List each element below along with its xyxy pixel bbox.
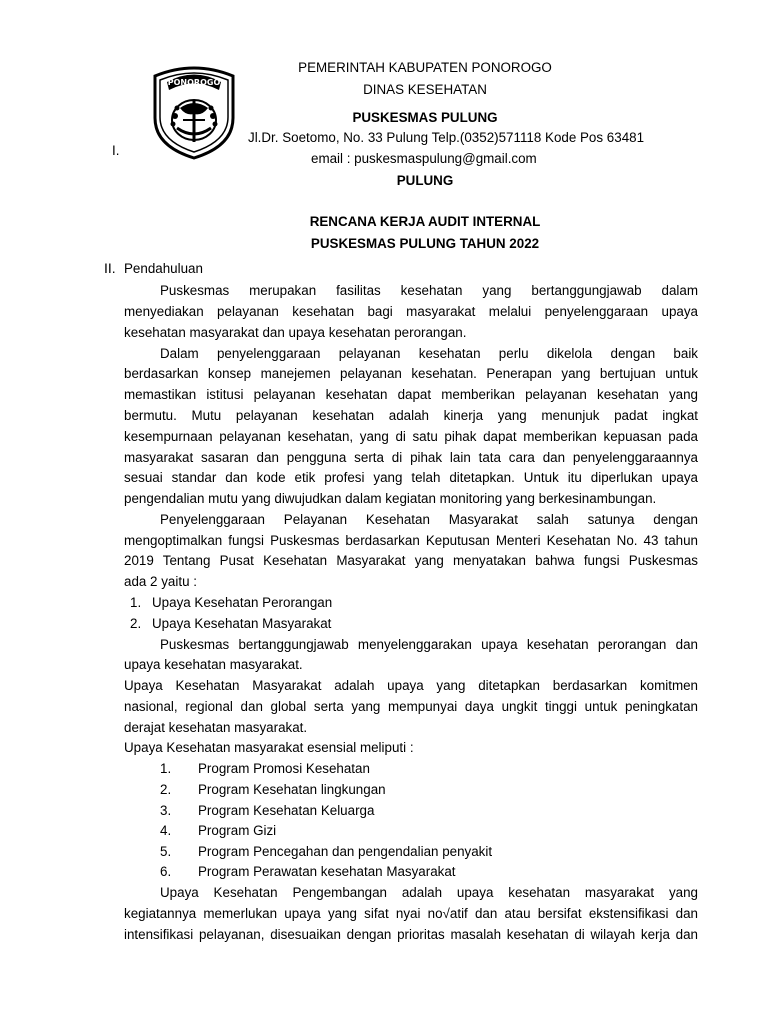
paragraph-7-line: intensifikasi pelayanan, disesuaikan dengan prioritas masalah kesehatan di wilayah kerja dan <box>124 927 698 942</box>
program-number: 5. <box>160 844 172 859</box>
document-title-line2: PUSKESMAS PULUNG TAHUN 2022 <box>310 236 540 251</box>
section-heading: Pendahuluan <box>124 261 203 276</box>
paragraph-3-line: 2019 Tentang Pusat Kesehatan Masyarakat yang menyatakan bahwa fungsi Puskesmas <box>124 553 698 568</box>
institution-email: email : puskesmaspulung@gmail.com <box>311 151 537 166</box>
program-number: 1. <box>160 761 172 776</box>
function-number: 2. <box>130 616 142 631</box>
logo-text: PONOROGO <box>167 78 221 87</box>
institution-name: PUSKESMAS PULUNG <box>352 110 498 125</box>
paragraph-2-line: kesempurnaan pelayanan kesehatan, yang di satu pihak dapat memberikan kepuasan pada <box>124 429 698 444</box>
paragraph-5-line: Upaya Kesehatan Masyarakat adalah upaya yang ditetapkan berdasarkan komitmen <box>124 678 698 693</box>
program-number: 3. <box>160 803 172 818</box>
program-number: 4. <box>160 823 172 838</box>
program-item: Program Promosi Kesehatan <box>198 761 370 776</box>
paragraph-2-line: berdasarkan konsep manejemen pelayanan kesehatan. Penerapan yang bertujuan untuk <box>124 366 698 381</box>
section-number-two: II. <box>104 260 116 276</box>
paragraph-2-line: masyarakat sasaran dan pengguna serta di pihak lain tata cara dan penyelenggaraannya <box>124 450 698 465</box>
department-name: DINAS KESEHATAN <box>363 82 487 97</box>
paragraph-2-line: sesuai standar dan kode etik profesi yang telah ditetapkan. Untuk itu diperlukan upaya <box>124 470 698 485</box>
paragraph-2-line: Dalam penyelenggaraan pelayanan kesehatan perlu dikelola dengan baik <box>160 346 698 361</box>
paragraph-5-line: derajat kesehatan masyarakat. <box>124 720 308 735</box>
function-number: 1. <box>130 595 142 610</box>
paragraph-6: Upaya Kesehatan masyarakat esensial meliputi : <box>124 740 414 755</box>
paragraph-5-line: nasional, regional dan global serta yang mempunyai daya ungkit tinggi untuk peningkatan <box>124 699 698 714</box>
program-number: 6. <box>160 864 172 879</box>
government-name: PEMERINTAH KABUPATEN PONOROGO <box>298 60 552 75</box>
paragraph-7-line: Upaya Kesehatan Pengembangan adalah upaya kesehatan masyarakat yang <box>160 885 698 900</box>
function-item: Upaya Kesehatan Perorangan <box>152 595 333 610</box>
paragraph-7-line: kegiatannya memerlukan upaya yang sifat nyai no√atif dan atau bersifat ekstensifikasi dan <box>124 906 698 921</box>
paragraph-3-line: Penyelenggaraan Pelayanan Kesehatan Masyarakat salah satunya dengan <box>160 512 698 527</box>
paragraph-2-line: pengendalian mutu yang diwujudkan dalam kegiatan monitoring yang berkesinambungan. <box>124 491 657 506</box>
paragraph-3-line: mengoptimalkan fungsi Puskesmas berdasarkan Keputusan Menteri Kesehatan No. 43 tahun <box>124 533 698 548</box>
section-number-one: I. <box>112 143 120 158</box>
paragraph-1-line: kesehatan masyarakat dan upaya kesehatan perorangan. <box>124 325 467 340</box>
program-item: Program Pencegahan dan pengendalian penyakit <box>198 844 493 859</box>
program-item: Program Perawatan kesehatan Masyarakat <box>198 864 456 879</box>
paragraph-1-line: menyediakan pelayanan kesehatan bagi masyarakat melalui penyelenggaraan upaya <box>124 304 698 319</box>
document-title-line1: RENCANA KERJA AUDIT INTERNAL <box>309 214 541 229</box>
institution-address: Jl.Dr. Soetomo, No. 33 Pulung Telp.(0352)571118 Kode Pos 63481 <box>248 130 645 145</box>
program-number: 2. <box>160 782 172 797</box>
program-item: Program Gizi <box>198 823 277 838</box>
program-item: Program Kesehatan lingkungan <box>198 782 386 797</box>
paragraph-2-line: memastikan istitusi pelayanan kesehatan dapat memberikan pelayanan kesehatan yang <box>124 387 698 402</box>
program-item: Program Kesehatan Keluarga <box>198 803 375 818</box>
town-name: PULUNG <box>396 173 454 188</box>
paragraph-3-line: ada 2 yaitu : <box>124 574 197 589</box>
function-item: Upaya Kesehatan Masyarakat <box>152 616 332 631</box>
paragraph-4-line: upaya kesehatan masyarakat. <box>124 657 303 672</box>
paragraph-2-line: bermutu. Mutu pelayanan kesehatan adalah kinerja yang menunjuk padat ingkat <box>124 408 698 423</box>
paragraph-4-line: Puskesmas bertanggungjawab menyelenggarakan upaya kesehatan perorangan dan <box>160 637 698 652</box>
paragraph-1-line: Puskesmas merupakan fasilitas kesehatan yang bertanggungjawab dalam <box>160 283 698 298</box>
